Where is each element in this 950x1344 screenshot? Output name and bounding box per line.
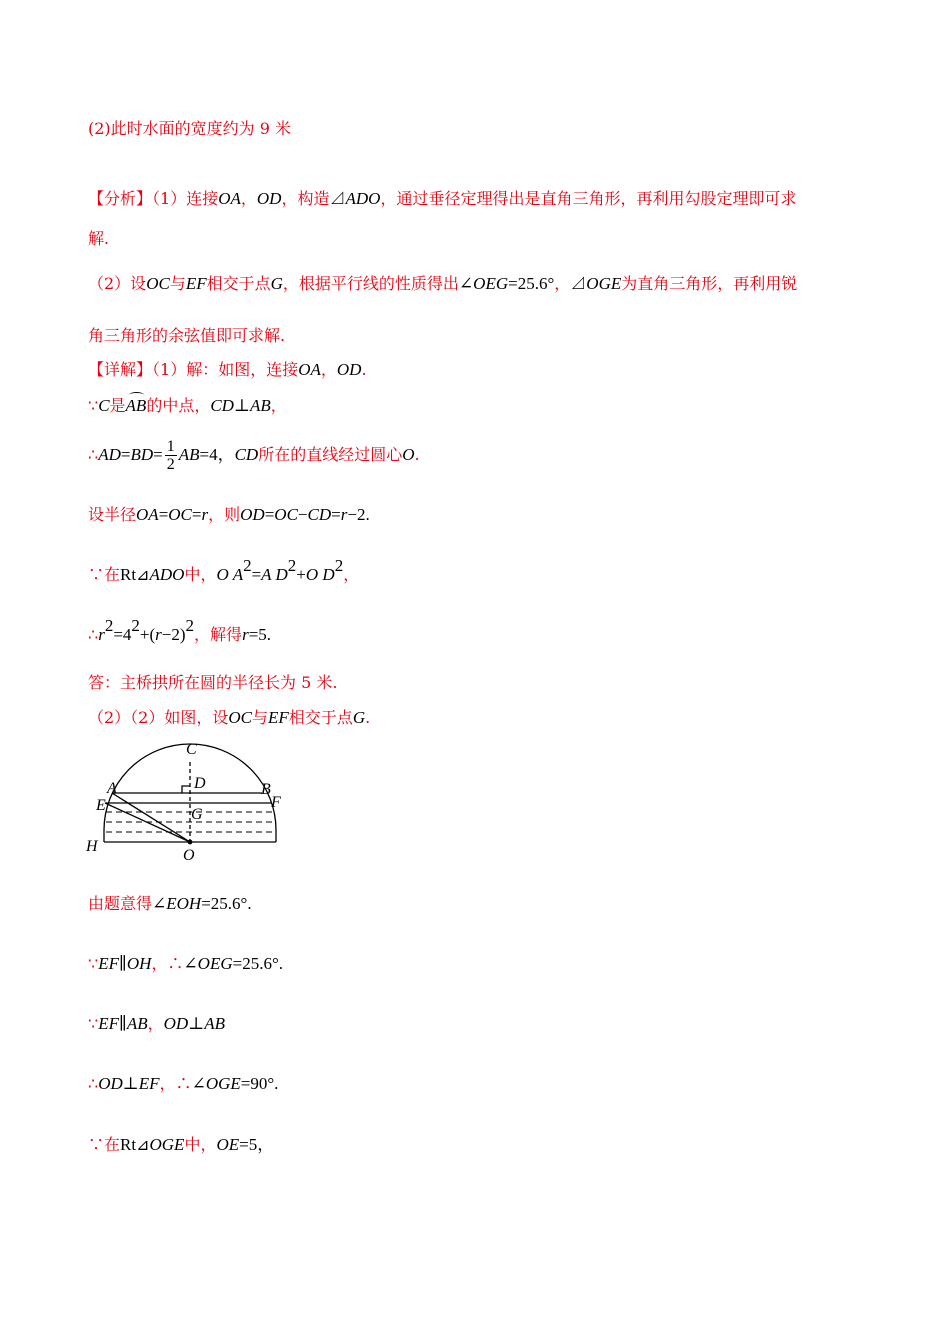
detail-line-6: $\therefore r^2=4^2+(r-2)^2$，解得r=5. xyxy=(88,616,272,644)
right-angle-mark xyxy=(182,786,190,793)
detail-line-4: 设半径OA=OC=r，则OD=OC−CD=r−2. xyxy=(88,505,370,524)
label-g: G xyxy=(191,806,203,823)
center-point-o xyxy=(188,840,193,845)
label-b: B xyxy=(261,781,271,798)
bridge-arch-figure xyxy=(82,738,292,868)
label-d: D xyxy=(194,775,206,792)
label-c: C xyxy=(186,741,197,758)
label-o: O xyxy=(183,847,195,864)
label-a: A xyxy=(107,780,117,797)
line-ao xyxy=(112,793,190,842)
part2-answer-line: (2)此时水面的宽度约为 9 米 xyxy=(88,119,292,138)
detail-line-5: ∵在Rt⊿ADO中，O $A^2=A$ $D^2+O$ $D^2$， xyxy=(88,556,360,584)
detail-tag: 【详解】 xyxy=(88,360,153,379)
detail-part2-intro: （2）（2）如图，设OC与EF相交于点G. xyxy=(88,708,371,727)
detail-line-3: ∴AD=BD= $\frac{1}{2}$ AB=4，CD所在的直线经过圆心O. xyxy=(88,438,420,473)
analysis-line-4: 角三角形的余弦值即可求解. xyxy=(88,326,286,345)
therefore-symbol: ∴ xyxy=(88,445,99,464)
triangle-symbol: ⊿ xyxy=(329,189,346,208)
analysis-tag: 【分析】 xyxy=(88,189,153,208)
detail-line-2: ∵C是AB的中点，CD⊥AB， xyxy=(88,396,287,415)
label-e: E xyxy=(96,797,106,814)
detail-line-9: ∵EF∥AB，OD⊥AB xyxy=(88,1014,225,1033)
analysis-line-2: 解. xyxy=(88,229,110,248)
angle-symbol: ∠ xyxy=(458,274,474,293)
fraction-half: $\frac{1}{2}$ xyxy=(166,438,175,473)
detail-line-1: 【详解】（1）解：如图，连接OA，OD. xyxy=(88,360,367,379)
detail-line-7: 由题意得∠EOH=25.6°. xyxy=(88,894,252,913)
detail-line-10: ∴OD⊥EF，∴∠OGE=90°. xyxy=(88,1074,279,1093)
detail-line-11: ∵在Rt⊿OGE中，OE=5， xyxy=(88,1135,275,1154)
detail-answer-line: 答：主桥拱所在圆的半径长为 5 米. xyxy=(88,673,338,692)
label-f: F xyxy=(271,794,281,811)
arc-ab: AB xyxy=(125,396,147,415)
analysis-line-3: （2）设OC与EF相交于点G，根据平行线的性质得出∠OEG=25.6°，⊿OGE为直角三角形，再利用锐 xyxy=(88,274,798,293)
analysis-line-1: 【分析】（1）连接OA，OD，构造⊿ADO，通过垂径定理得出是直角三角形，再利用勾股定理即可求 xyxy=(88,189,797,208)
detail-line-8: ∵EF∥OH，∴∠OEG=25.6°. xyxy=(88,954,284,973)
because-symbol: ∵ xyxy=(88,396,99,415)
label-h: H xyxy=(86,838,98,855)
